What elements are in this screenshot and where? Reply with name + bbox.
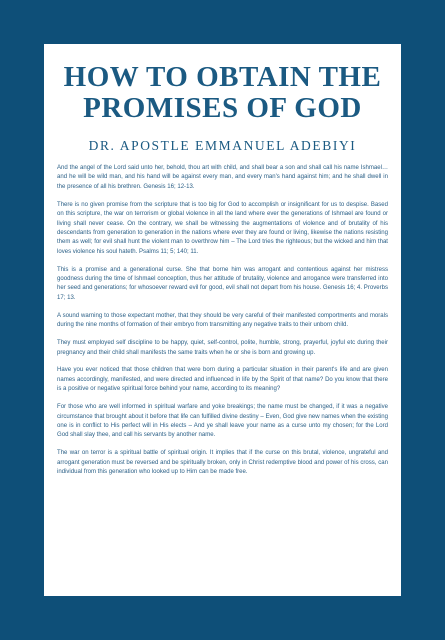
paragraph: The war on terror is a spiritual battle of spiritual origin. It implies that if the curse on this brutal, violence, ungrateful and arrogant generation must be reversed and be spiritually broken, only in Christ redemptive blood and power of his cross, can individual from this generation who looked up to Him can be made free. — [57, 450, 388, 476]
paragraph: For those who are well informed in spiritual warfare and yoke breakings; the name must be changed, if it was a negative circumstance that brought about it before that life can fulfilled divine destiny – Even, God give new names when the existing one is in conflict to His perfect will in His elects – And ye shall leave your name as a curse unto my chosen; for the Lord God shall slay thee, and call his servants by another name. — [57, 404, 388, 439]
paragraph: And the angel of the Lord said unto her, behold, thou art with child, and shall bear a son and shall call his name Ishmael… and he will be wild man, and his hand will be against every man, and every man's hand against him; and he shall dwell in the presence of all his brethren. Genesis 16; 12-13. — [57, 165, 388, 190]
paragraph: This is a promise and a generational curse. She that borne him was arrogant and contentious against her mistress goodness during the time of Ishmael conception, thus her attitude of brutality, violence and arrogance were transferred into her seed and generations; for whosoever reward evil for good, evil shall not depart from his house. Genesis 16; 4. Proverbs 17; 13. — [57, 266, 388, 301]
paragraph: Have you ever noticed that those children that were born during a particular situation in their parent's life and are given names accordingly, manifested, and were directed and influenced in life by the Spirit of that name? Do you know that there is a positive or negative spiritual force behind your name, according to its meaning? — [57, 367, 388, 393]
cover-page — [44, 44, 401, 596]
author-name: DR. APOSTLE EMMANUEL ADEBIYI — [88, 138, 357, 153]
paragraph: They must employed self discipline to be happy, quiet, self-control, polite, humble, strong, prayerful, joyful etc during their pregnancy and their child shall manifests the same traits when he or she is born and growing up. — [57, 340, 388, 356]
title-line-2: PROMISES OF GOD — [83, 92, 362, 124]
paragraph: A sound warning to those expectant mother, that they should be very careful of their manifested comportments and morals during the nine months of formation of their embryo from transmitting any negative traits to their unborn child. — [57, 312, 388, 329]
title-line-1: HOW TO OBTAIN THE — [63, 61, 382, 93]
back-cover-text — [57, 164, 388, 477]
book-title — [57, 62, 388, 124]
paragraph: There is no given promise from the scripture that is too big for God to accomplish or insignificant for us to despise. Based on this scripture, the war on terrorism or global violence in all the land where ever the generations of Ishmael are found or living shall never cease. On the contrary, we shall be witnessing the augmentations of violence and of brutality of his descendants from generation to generation in the nations where ever they are found or living, likewise the nations resisting them as well; for evil shall hunt the violent man to overthrow him – The Lord tries the righteous; but the wicked and him that loves violence his soul hateth. Psalms 11; 5; 140; 11. — [57, 201, 388, 255]
